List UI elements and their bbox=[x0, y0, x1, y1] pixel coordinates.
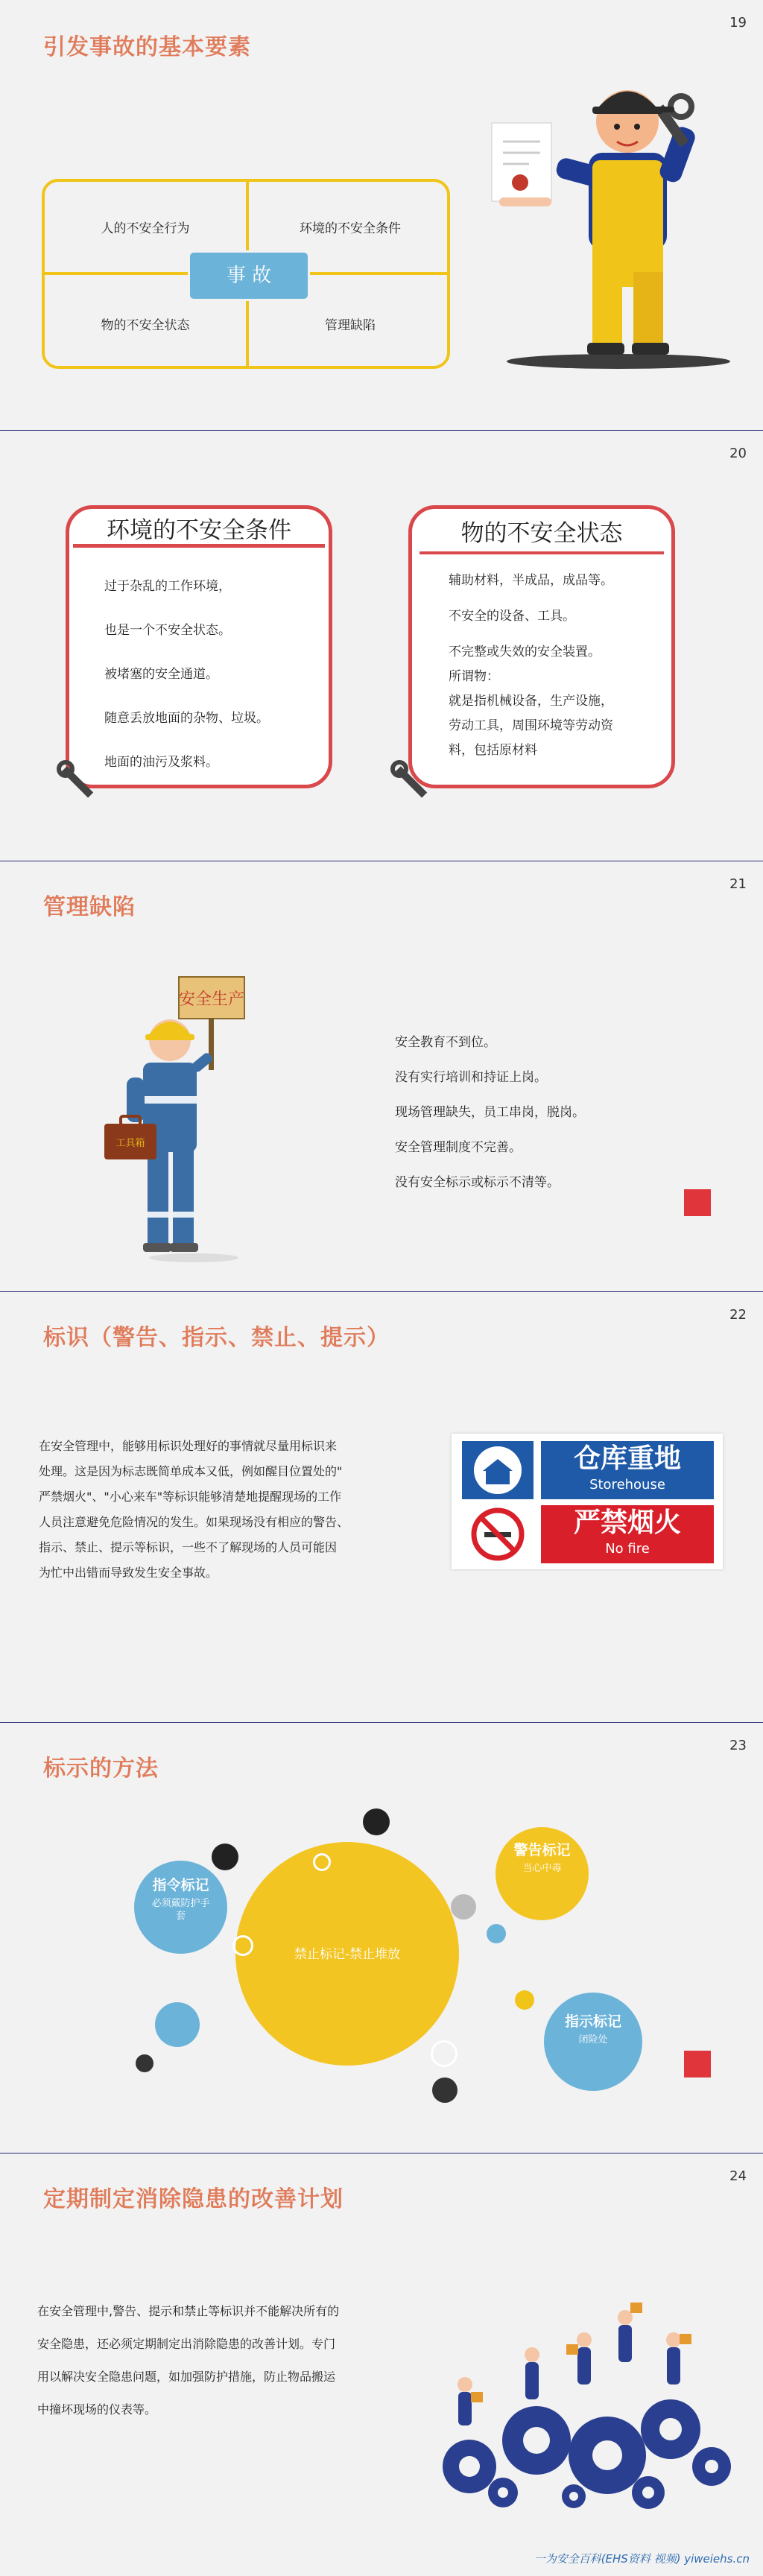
paragraph-line: 中撞坏现场的仪表等。 bbox=[37, 2402, 157, 2417]
slide-22 bbox=[0, 1292, 763, 1723]
body-paragraph bbox=[39, 1434, 349, 1586]
red-square-decoration bbox=[684, 1189, 711, 1216]
slide-title: 标识（警告、指示、禁止、提示） bbox=[43, 1325, 390, 1351]
no-fire-sign-en: No fire bbox=[605, 1541, 650, 1557]
paragraph-line: 人员注意避免危险情况的发生。如果现场没有相应的警告、 bbox=[39, 1515, 349, 1529]
list-item: 过于杂乱的工作环境， bbox=[104, 579, 231, 594]
paragraph-line: 在安全管理中，能够用标识处理好的事情就尽量用标识来 bbox=[39, 1439, 338, 1453]
warehouse-icon bbox=[462, 1441, 534, 1499]
red-square-decoration bbox=[684, 2051, 711, 2077]
slide-title: 定期制定消除隐患的改善计划 bbox=[43, 2186, 343, 2212]
list-item: 没有实行培训和持证上岗。 bbox=[395, 1070, 547, 1085]
wrench-icon bbox=[389, 759, 434, 803]
quadrant-management: 管理缺陷 bbox=[325, 318, 376, 333]
no-fire-sign-cn: 严禁烟火 bbox=[573, 1507, 681, 1538]
list-item: 也是一个不安全状态。 bbox=[104, 623, 231, 638]
paragraph-line: 指示、禁止、提示等标识，一些不了解现场的人员可能因 bbox=[39, 1540, 338, 1554]
list-item: 辅助材料，半成品，成品等。 bbox=[449, 573, 613, 588]
wrench-icon bbox=[55, 759, 100, 803]
slide-number: 21 bbox=[729, 876, 747, 892]
slide-number: 24 bbox=[729, 2168, 747, 2184]
slide-number: 23 bbox=[729, 1738, 747, 1753]
no-fire-sign bbox=[541, 1505, 714, 1563]
paragraph-line: 用以解决安全隐患问题，如加强防护措施，防止物品搬运 bbox=[37, 2370, 336, 2384]
list-item: 料，包括原材料 bbox=[449, 743, 537, 758]
list-item: 现场管理缺失，员工串岗，脱岗。 bbox=[395, 1105, 585, 1120]
warehouse-sign bbox=[541, 1441, 714, 1499]
list-item: 安全管理制度不完善。 bbox=[395, 1140, 522, 1155]
paragraph-line: 安全隐患，还必须定期制定出消除隐患的改善计划。专门 bbox=[37, 2337, 336, 2351]
list-item: 劳动工具，周围环境等劳动资 bbox=[449, 718, 613, 733]
main-circle-label: 禁止标记-禁止堆放 bbox=[294, 1947, 401, 1962]
env-list bbox=[104, 565, 269, 785]
list-item: 被堵塞的安全通道。 bbox=[104, 667, 218, 682]
slide-title: 引发事故的基本要素 bbox=[43, 34, 251, 60]
paragraph-line: 在安全管理中,警告、提示和禁止等标识并不能解决所有的 bbox=[37, 2304, 340, 2318]
list-item: 没有安全标示或标示不清等。 bbox=[395, 1175, 560, 1190]
slide-23 bbox=[0, 1723, 763, 2153]
paragraph-line: 为忙中出错而导致发生安全事故。 bbox=[39, 1566, 218, 1580]
no-smoking-icon bbox=[462, 1505, 534, 1563]
body-paragraph bbox=[37, 2295, 339, 2426]
worker-illustration bbox=[484, 71, 738, 376]
center-accident: 事 故 bbox=[188, 250, 310, 301]
quadrant-environment: 环境的不安全条件 bbox=[300, 221, 401, 236]
object-card-title: 物的不安全状态 bbox=[460, 520, 623, 547]
worker-sign-illustration bbox=[104, 966, 283, 1264]
slide-title: 标示的方法 bbox=[43, 1756, 159, 1782]
slide-20 bbox=[0, 431, 763, 861]
slide-19 bbox=[0, 0, 763, 431]
indication-circle-title: 指示标记 bbox=[564, 2013, 621, 2030]
slide-21 bbox=[0, 861, 763, 1292]
list-item: 不完整或失效的安全装置。 bbox=[449, 645, 601, 659]
list-item: 安全教育不到位。 bbox=[395, 1035, 496, 1050]
env-card-title: 环境的不安全条件 bbox=[107, 517, 291, 544]
slide-number: 20 bbox=[729, 446, 747, 461]
sign-text: 安全生产 bbox=[178, 990, 245, 1009]
footer-credit: 一为安全百科(EHS资料 视频) yiweiehs.cn bbox=[534, 2552, 750, 2566]
list-item: 就是指机械设备，生产设施， bbox=[449, 694, 613, 709]
instruction-circle bbox=[134, 1861, 227, 1954]
instruction-circle-sub: 必须戴防护手套 bbox=[151, 1898, 210, 1922]
indication-circle bbox=[544, 1993, 642, 2091]
paragraph-line: 处理。这是因为标志既简单成本又低，例如醒目位置处的" bbox=[39, 1464, 343, 1478]
paragraph-line: 严禁烟火"、"小心来车"等标识能够清楚地提醒现场的工作 bbox=[39, 1490, 342, 1504]
slide-title: 管理缺陷 bbox=[43, 894, 136, 920]
slide-24 bbox=[0, 2153, 763, 2576]
gears-team-illustration bbox=[425, 2280, 738, 2511]
list-item: 不安全的设备、工具。 bbox=[449, 609, 575, 624]
list-item: 随意丢放地面的杂物、垃圾。 bbox=[104, 711, 269, 726]
indication-circle-sub: 闭险处 bbox=[578, 2034, 608, 2045]
quadrant-human: 人的不安全行为 bbox=[101, 221, 190, 236]
toolbox-label: 工具箱 bbox=[115, 1138, 145, 1149]
warehouse-sign-cn: 仓库重地 bbox=[573, 1443, 681, 1474]
list-item: 所谓物： bbox=[449, 669, 499, 684]
quadrant-object: 物的不安全状态 bbox=[101, 318, 190, 333]
slide-number: 19 bbox=[729, 15, 747, 31]
warning-circle-sub: 当心中毒 bbox=[522, 1863, 562, 1874]
list-item: 地面的油污及浆料。 bbox=[104, 755, 218, 770]
slide-number: 22 bbox=[729, 1307, 747, 1323]
object-list bbox=[449, 569, 613, 763]
warning-circle bbox=[496, 1827, 589, 1920]
warning-circle-title: 警告标记 bbox=[513, 1842, 571, 1858]
instruction-circle-title: 指令标记 bbox=[152, 1877, 209, 1893]
defect-list bbox=[395, 1025, 585, 1200]
warehouse-sign-en: Storehouse bbox=[589, 1477, 665, 1493]
